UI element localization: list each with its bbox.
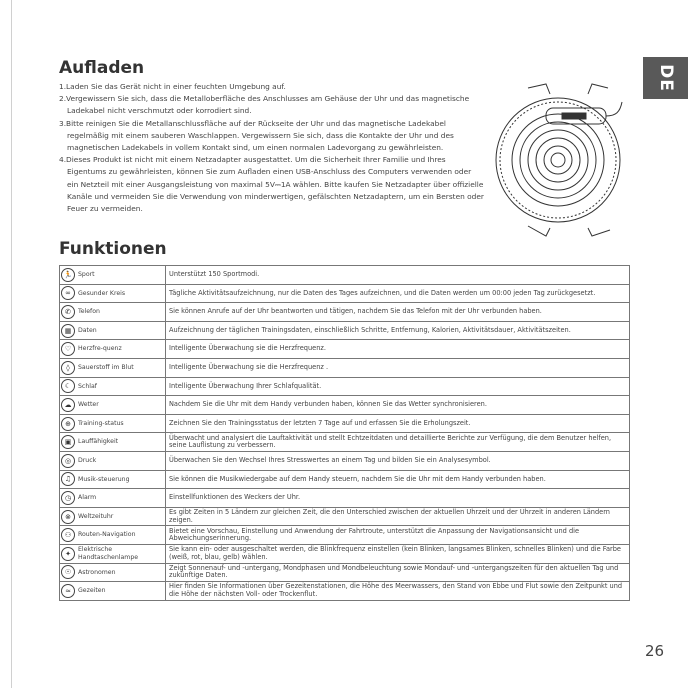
- page-edge-line: [11, 0, 12, 688]
- function-name: Wetter: [76, 396, 166, 415]
- table-row: [60, 507, 630, 526]
- table-row: [60, 489, 630, 508]
- table-row: [60, 451, 630, 470]
- charging-instructions: [59, 81, 484, 215]
- function-description: Tägliche Aktivitätsaufzeichnung, nur die Daten des Tages aufzeichnen, und die Daten werden um 00:00 jeden Tag zurückgesetzt.: [166, 284, 630, 303]
- infinity-ring-icon: ∞: [61, 286, 75, 300]
- chart-icon: ▦: [61, 324, 75, 338]
- function-name: Gezeiten: [76, 582, 166, 601]
- function-name: Routen-Navigation: [76, 526, 166, 545]
- music-icon: ♫: [61, 472, 75, 486]
- function-name: Training-status: [76, 414, 166, 433]
- table-row: [60, 396, 630, 415]
- function-name: Astronomen: [76, 563, 166, 582]
- table-row: [60, 303, 630, 322]
- heart-icon: ♡: [61, 342, 75, 356]
- functions-table: [59, 265, 630, 601]
- table-row: [60, 377, 630, 396]
- flashlight-icon: ✦: [61, 547, 75, 561]
- function-name: Musik-steuerung: [76, 470, 166, 489]
- function-description: Intelligente Überwachung sie die Herzfrequenz.: [166, 340, 630, 359]
- table-row: [60, 470, 630, 489]
- charging-item: 4.Dieses Produkt ist nicht mit einem Netzadapter ausgestattet. Um die Sicherheit Ihrer Familie und Ihres Eigentums zu gewährleisten, können Sie zum Aufladen einen USB-Anschluss des Computers verwenden oder ein Netzteil mit einer Ausgangsleistung von maximal 5V⎓1A wählen. Bitte kaufen Sie Netzadapter über offizielle Kanäle und vermeiden Sie die Verwendung von minderwertigen, gefälschten Netzadaptern, um ein Bersten oder Feuer zu vermeiden.: [59, 155, 484, 214]
- function-name: Schlaf: [76, 377, 166, 396]
- function-description: Es gibt Zeiten in 5 Ländern zur gleichen Zeit, die den Unterschied zwischen der aktuellen Uhrzeit und der Uhrzeit in anderen Ländern zeigen.: [166, 507, 630, 526]
- function-description: Intelligente Überwachung Ihrer Schlafqualität.: [166, 377, 630, 396]
- table-row: [60, 284, 630, 303]
- function-description: Hier finden Sie Informationen über Gezeitenstationen, die Höhe des Meerwassers, den Stand von Ebbe und Flut sowie den Zeitpunkt und die Höhe der nächsten Voll- oder Trockenflut.: [166, 582, 630, 601]
- page-number: 26: [645, 642, 665, 660]
- charging-item: 1.Laden Sie das Gerät nicht in einer feuchten Umgebung auf.: [59, 82, 286, 91]
- charging-item: 2.Vergewissern Sie sich, dass die Metalloberfläche des Anschlusses am Gehäuse der Uhr und das magnetische Ladekabel nicht verschmutzt oder korrodiert sind.: [59, 94, 470, 116]
- cloud-icon: ☁: [61, 398, 75, 412]
- phone-icon: ✆: [61, 305, 75, 319]
- function-description: Überwacht und analysiert die Lauftaktivität und stellt Echtzeitdaten und detaillierte Berichte zur Verfügung, die dem Benutzer helfen, seine Lauflistung zu verbessern.: [166, 433, 630, 452]
- runner-icon: 🏃: [61, 268, 75, 282]
- function-name: Druck: [76, 451, 166, 470]
- section-title-funktionen: Funktionen: [59, 239, 167, 259]
- function-description: Aufzeichnung der täglichen Trainingsdaten, einschließlich Schritte, Entfernung, Kalorien, Aktivitätsdauer, Aktivitätszeiten.: [166, 321, 630, 340]
- route-icon: ⚇: [61, 528, 75, 542]
- pressure-icon: ◎: [61, 454, 75, 468]
- table-row: [60, 358, 630, 377]
- function-name: Gesunder Kreis: [76, 284, 166, 303]
- function-description: Nachdem Sie die Uhr mit dem Handy verbunden haben, können Sie das Wetter synchronisieren.: [166, 396, 630, 415]
- globe-icon: ⊗: [61, 510, 75, 524]
- table-row: [60, 266, 630, 285]
- gauge-icon: ▣: [61, 435, 75, 449]
- tide-icon: ≈: [61, 584, 75, 598]
- function-name: Sport: [76, 266, 166, 285]
- function-description: Intelligente Überwachung sie die Herzfrequenz .: [166, 358, 630, 377]
- function-description: Unterstützt 150 Sportmodi.: [166, 266, 630, 285]
- function-description: Zeigt Sonnenauf- und -untergang, Mondphasen und Mondbeleuchtung sowie Mondauf- und -untergangszeiten für den aktuellen Tag und zukünftige Daten.: [166, 563, 630, 582]
- function-description: Einstellfunktionen des Weckers der Uhr.: [166, 489, 630, 508]
- table-row: [60, 582, 630, 601]
- section-title-aufladen: Aufladen: [59, 58, 145, 78]
- table-row: [60, 526, 630, 545]
- table-row: [60, 433, 630, 452]
- function-name: Lauffähigkeit: [76, 433, 166, 452]
- table-row: [60, 340, 630, 359]
- function-description: Zeichnen Sie den Trainingsstatus der letzten 7 Tage auf und erfassen Sie die Erholungszeit.: [166, 414, 630, 433]
- function-description: Sie kann ein- oder ausgeschaltet werden, die Blinkfrequenz einstellen (kein Blinken, langsames Blinken, schnelles Blinken) und die Farbe (weiß, rot, blau, gelb) wählen.: [166, 544, 630, 563]
- watch-charger-illustration: [488, 82, 624, 238]
- astro-icon: ☉: [61, 565, 75, 579]
- moon-icon: ☾: [61, 379, 75, 393]
- function-name: Alarm: [76, 489, 166, 508]
- function-description: Überwachen Sie den Wechsel Ihres Stresswertes an einem Tag und bilden Sie ein Analysesymbol.: [166, 451, 630, 470]
- drop-icon: ◊: [61, 361, 75, 375]
- function-name: Daten: [76, 321, 166, 340]
- function-description: Sie können Anrufe auf der Uhr beantworten und tätigen, nachdem Sie das Telefon mit der Uhr verbunden haben.: [166, 303, 630, 322]
- table-row: [60, 414, 630, 433]
- battery-icon: ⊕: [61, 417, 75, 431]
- function-name: Telefon: [76, 303, 166, 322]
- table-row: [60, 321, 630, 340]
- table-row: [60, 544, 630, 563]
- charging-item: 3.Bitte reinigen Sie die Metallanschlussfläche auf der Rückseite der Uhr und das magnetische Ladekabel regelmäßig mit einem sauberen Waschlappen. Vergewissern Sie sich, dass die Kontakte der Uhr und des magnetischen Ladekabels in vollem Kontakt sind, um einen normalen Ladevorgang zu gewährleisten.: [59, 118, 454, 153]
- function-name: Elektrische Handtaschenlampe: [76, 544, 166, 563]
- function-description: Sie können die Musikwiedergabe auf dem Handy steuern, nachdem Sie die Uhr mit dem Handy verbunden haben.: [166, 470, 630, 489]
- language-tab: DE: [643, 57, 688, 99]
- alarm-icon: ◷: [61, 491, 75, 505]
- function-name: Weltzeituhr: [76, 507, 166, 526]
- function-description: Bietet eine Vorschau, Einstellung und Anwendung der Fahrtroute, unterstützt die Anpassung der Navigationsansicht und die Abweichungserinnerung.: [166, 526, 630, 545]
- function-name: Herzfre-quenz: [76, 340, 166, 359]
- table-row: [60, 563, 630, 582]
- function-name: Sauerstoff im Blut: [76, 358, 166, 377]
